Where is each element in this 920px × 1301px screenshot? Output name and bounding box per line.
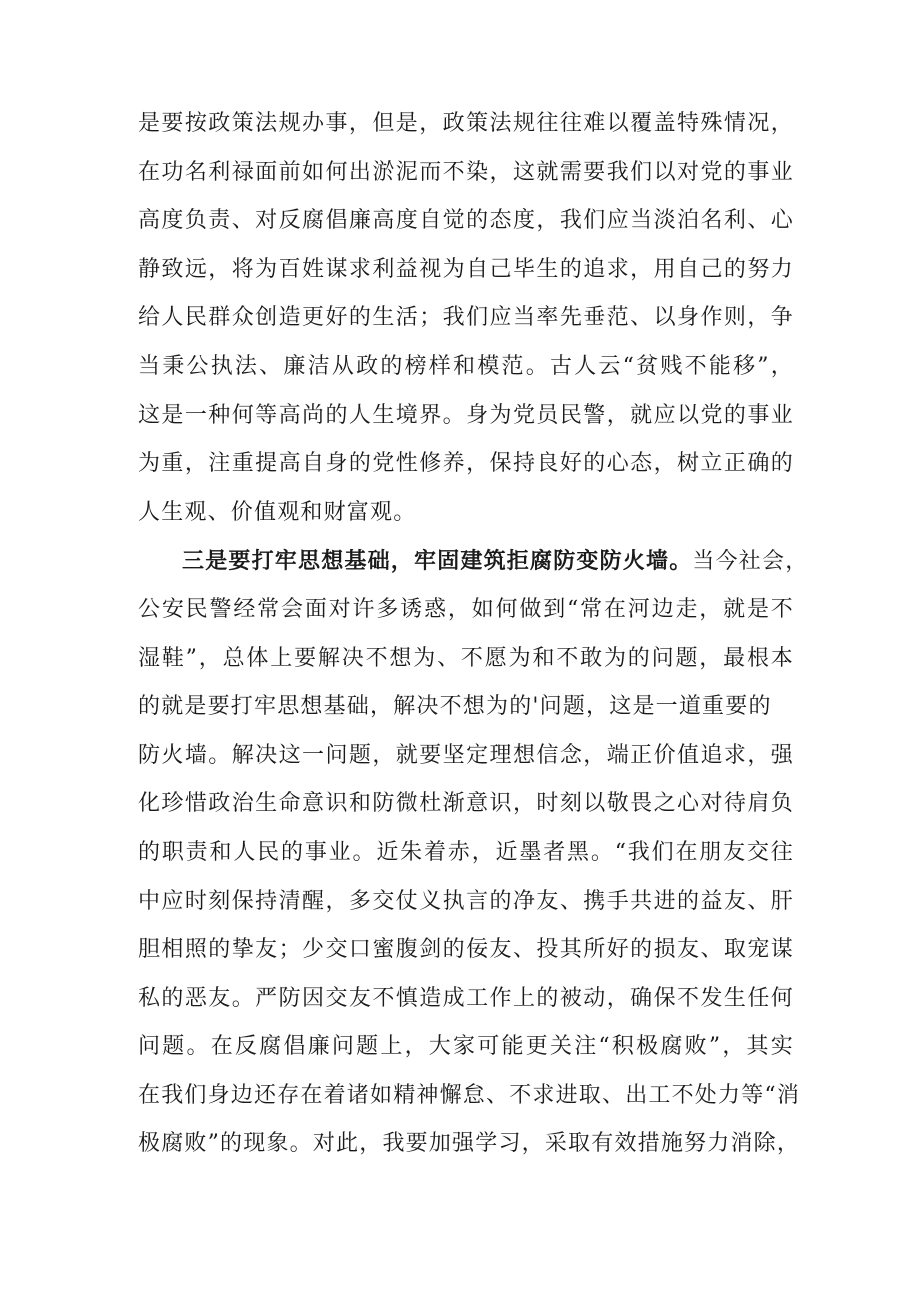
section-heading-line [138, 537, 809, 586]
paragraph-line: 的就是要打牢思想基础，解决不想为的'问题，这是一道重要的 [138, 694, 772, 720]
paragraph-line: 是要按政策法规办事，但是，政策法规往往难以覆盖特殊情况， [138, 111, 794, 136]
paragraph-line: 化珍惜政治生命意识和防微杜渐意识，时刻以敬畏之心对待肩负 [138, 791, 794, 817]
paragraph-line: 防火墙。解决这一问题，就要坚定理想信念，端正价值追求，强 [138, 742, 794, 768]
paragraph-line: 胆相照的挚友；少交口蜜腹剑的佞友、投其所好的损友、取宠谋 [138, 937, 794, 963]
paragraph-line: 静致远，将为百姓谋求利益视为自己毕生的追求，用自己的努力 [138, 256, 794, 282]
paragraph-last-line: 人生观、价值观和财富观。 [138, 499, 417, 525]
paragraph-line: 在我们身边还存在着诸如精神懈怠、不求进取、出工不处力等“消 [138, 1082, 801, 1108]
body-text [138, 100, 809, 1169]
paragraph-line: 为重，注重提高自身的党性修养，保持良好的心态，树立正确的 [138, 451, 794, 477]
paragraph-line: 在功名利禄面前如何出淤泥而不染，这就需要我们以对党的事业 [138, 159, 794, 185]
paragraph-line: 当秉公执法、廉洁从政的榜样和模范。古人云“贫贱不能移”， [138, 353, 794, 379]
paragraph-line: 高度负责、对反腐倡廉高度自觉的态度，我们应当淡泊名利、心 [138, 208, 794, 234]
paragraph-line: 私的恶友。严防因交友不慎造成工作上的被动，确保不发生任何 [138, 985, 794, 1011]
paragraph-line: 给人民群众创造更好的生活；我们应当率先垂范、以身作则，争 [138, 305, 794, 331]
paragraph-line: 问题。在反腐倡廉问题上，大家可能更关注“积极腐败”，其实 [138, 1034, 794, 1060]
paragraph-line: 的职责和人民的事业。近朱着赤，近墨者黑。“我们在朋友交往 [138, 839, 794, 865]
section-heading-continuation: 当今社会， [692, 549, 809, 575]
section-heading: 三是要打牢思想基础，牢固建筑拒腐防变防火墙。 [182, 548, 693, 575]
paragraph-line: 中应时刻保持清醒，多交仗义执言的净友、携手共进的益友、肝 [138, 888, 794, 914]
paragraph-line: 湿鞋”，总体上要解决不想为、不愿为和不敢为的问题，最根本 [138, 645, 794, 671]
paragraph-line: 公安民警经常会面对许多诱惑，如何做到“常在河边走，就是不 [138, 596, 794, 622]
paragraph-line: 这是一种何等高尚的人生境界。身为党员民警，就应以党的事业 [138, 402, 794, 428]
paragraph-line: 极腐败”的现象。对此，我要加强学习，采取有效措施努力消除， [138, 1131, 801, 1157]
